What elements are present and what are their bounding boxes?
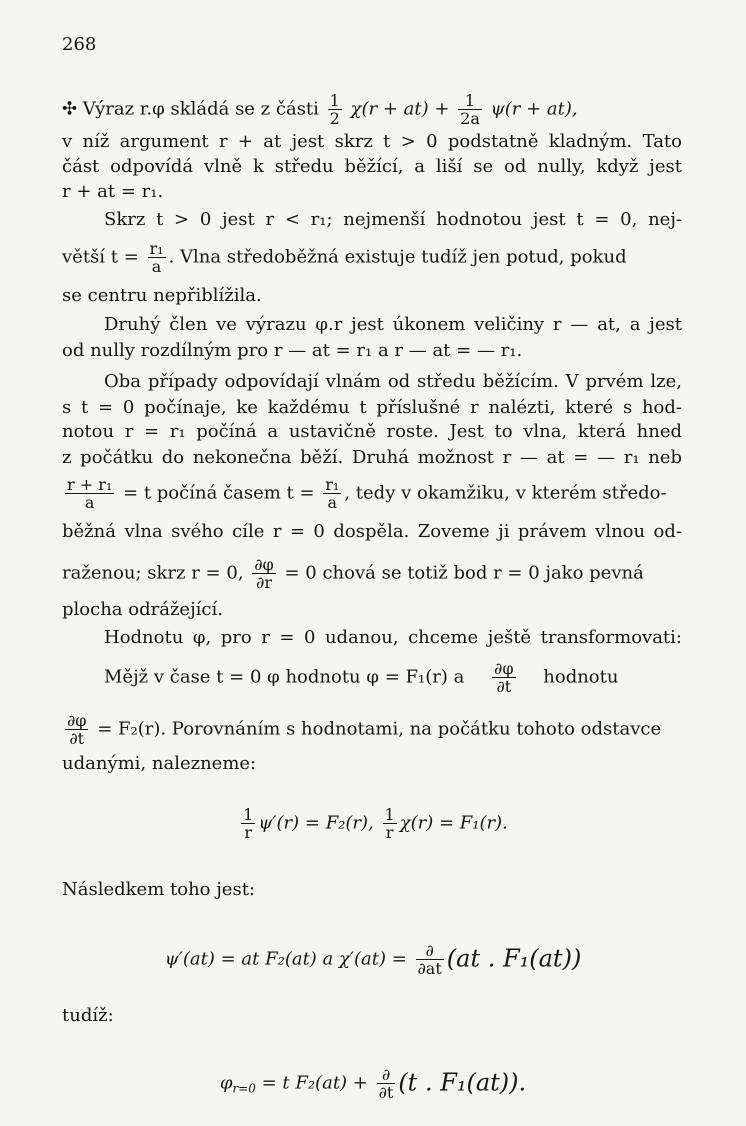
text-line: větší t = $\frac{\text{r₁}}{a}$ . Vlna středoběžná existuje tudíž jen potud, pokud: [62, 239, 627, 276]
page-number: 268: [62, 34, 97, 55]
text-line: tudíž:: [62, 1005, 114, 1026]
text-line: r + at = r₁.: [62, 181, 164, 202]
text-line: s t = 0 počínaje, ke každému t příslušné r nalézti, které s hod-: [62, 397, 682, 418]
text-line: notou r = r₁ počíná a ustavičně roste. Jest to vlna, která hned: [62, 421, 682, 442]
formula: χ(r + at) +: [350, 98, 456, 120]
formula: ψ(r + at),: [490, 98, 578, 120]
text-line: běžná vlna svého cíle r = 0 dospěla. Zoveme ji právem vlnou od-: [62, 521, 682, 542]
equation: $\varphi_{r=0} = t$ F₂(at) + $\frac{\partial}{\partial t}$ (t . F₁(at)).: [219, 1065, 527, 1102]
fraction: $\frac{\partial\varphi}{\partial r}$: [254, 555, 274, 592]
text-line: část odpovídá vlně k středu běžící, a liší se od nully, když jest: [62, 156, 682, 177]
text-line: $\frac{\partial\varphi}{\partial t}$ = F₂(r). Porovnáním s hodnotami, na počátku tohoto odstavce: [67, 711, 662, 748]
text-span: ✣ Výraz r.φ skládá se z části: [62, 98, 319, 120]
text-line: raženou; skrz r = 0, $\frac{\partial\varphi}{\partial r}$ = 0 chová se totiž bod r = 0 jako pevná: [62, 555, 644, 592]
fraction: $\frac{\partial\varphi}{\partial t}$: [494, 659, 514, 696]
text-line: $\frac{\text{r + r₁}}{a}$ = t počíná časem t = $\frac{\text{r₁}}{a}$ , tedy v okamžiku, v kterém středo-: [67, 475, 667, 512]
text-line: Mějž v čase t = 0 φ hodnotu φ = F₁(r) a $\frac{\partial\varphi}{\partial t}$ hodnotu: [104, 659, 619, 696]
text-line: Skrz t > 0 jest r < r₁; nejmenší hodnotou jest t = 0, nej-: [104, 209, 682, 230]
fraction: $\frac{\text{r₁}}{a}$: [325, 475, 340, 512]
text-line: udanými, nalezneme:: [62, 753, 257, 774]
text-line: Hodnotu φ, pro r = 0 udanou, chceme ještě transformovati:: [104, 627, 682, 648]
equation: ψ′(at) = at F₂(at) a χ′(at) = $\frac{\partial}{\partial at}$ (at . F₁(at)): [164, 941, 582, 978]
equation: $\frac{1}{r}$ ψ′(r) = F₂(r), $\frac{1}{r}$ χ(r) = F₁(r).: [243, 805, 508, 842]
text-line: se centru nepřiblížila.: [62, 285, 262, 306]
text-line: od nully rozdílným pro r — at = r₁ a r — at = — r₁.: [62, 340, 523, 361]
fraction: $\frac{\partial}{\partial t}$: [378, 1065, 394, 1102]
fraction: $\frac{\text{r₁}}{a}$: [149, 239, 164, 276]
fraction: $\frac{\text{r + r₁}}{a}$: [67, 475, 113, 512]
text-line: Oba případy odpovídají vlnám od středu běžícím. V prvém lze,: [104, 371, 682, 392]
text-line: z počátku do nekonečna běží. Druhá možnost r — at = — r₁ neb: [62, 447, 682, 468]
fraction: $\frac{1}{r}$: [243, 805, 254, 842]
text-line: [62, 92, 682, 127]
fraction: $\frac{\partial\varphi}{\partial t}$: [67, 711, 87, 748]
text-line: Následkem toho jest:: [62, 879, 255, 900]
text-line: plocha odrážející.: [62, 599, 223, 620]
text-line: v níž argument r + at jest skrz t > 0 podstatně kladným. Tato: [62, 131, 682, 152]
text-line: Druhý člen ve výrazu φ.r jest úkonem veličiny r — at, a jest: [104, 314, 682, 335]
fraction: $\frac{1}{2a}$: [460, 91, 480, 128]
fraction: $\frac{1}{r}$: [384, 805, 395, 842]
fraction: $\frac{1}{2}$: [329, 91, 340, 128]
fraction: $\frac{\partial}{\partial at}$: [417, 941, 442, 978]
